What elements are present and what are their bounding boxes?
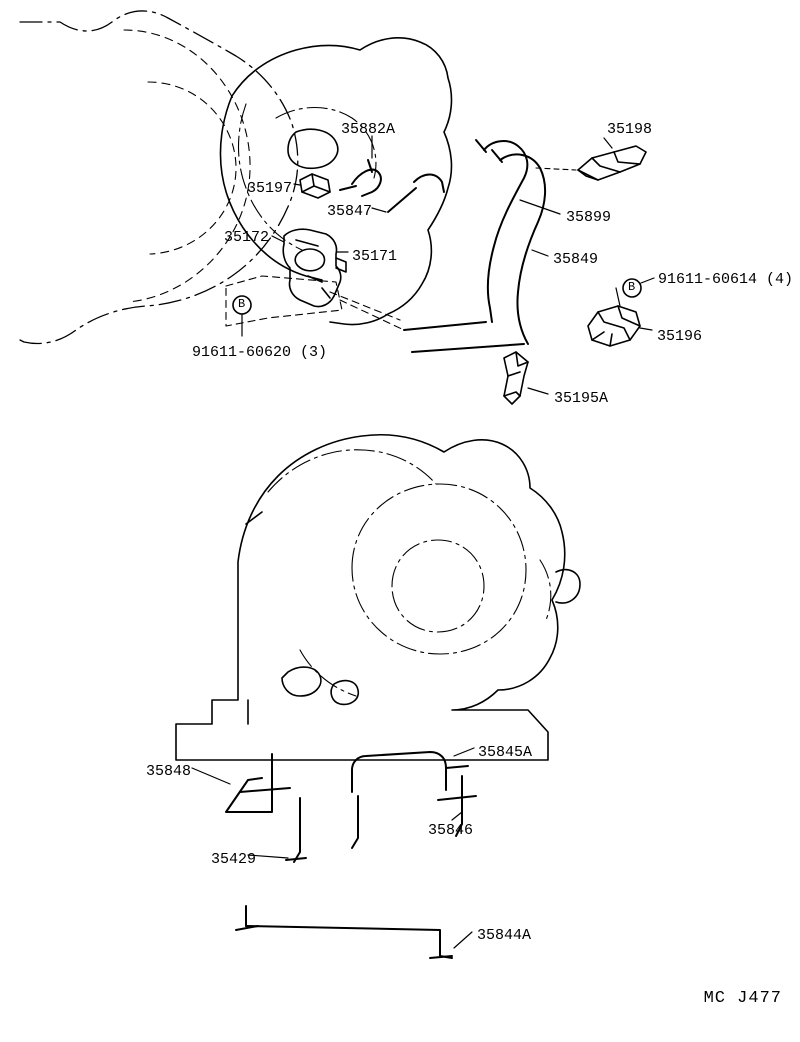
lower-transmission-case-outline — [176, 435, 580, 760]
leader-35195A — [528, 388, 548, 394]
part-35198-clamp — [578, 146, 646, 180]
part-35845A-tube — [352, 752, 468, 792]
part-label-35198: 35198 — [607, 121, 653, 138]
part-35847-tube — [388, 175, 444, 213]
leader-35844A — [454, 932, 472, 948]
part-label-35172: 35172 — [224, 229, 270, 246]
leader-35845A — [454, 748, 474, 756]
part-label-35848: 35848 — [146, 763, 192, 780]
part-label-35429: 35429 — [211, 851, 257, 868]
part-35882A-hose — [340, 160, 381, 196]
leader-35198-dashed — [536, 168, 576, 170]
part-label-91611-60614: 91611-60614 (4) — [658, 271, 794, 288]
leader-35198 — [604, 138, 612, 148]
bell-housing-inner-circles — [124, 30, 250, 302]
part-label-35195A: 35195A — [554, 390, 609, 407]
part-label-91611-60620: 91611-60620 (3) — [192, 344, 328, 361]
part-35848-tube — [226, 754, 290, 812]
leader-35899 — [520, 200, 560, 214]
leader-35847 — [372, 208, 386, 212]
part-35197-bracket — [300, 174, 330, 198]
leader-bolt-35196 — [616, 288, 620, 306]
part-35899-tube — [404, 140, 527, 330]
part-label-35844A: 35844A — [477, 927, 532, 944]
part-label-35849: 35849 — [553, 251, 599, 268]
part-label-35171: 35171 — [352, 248, 398, 265]
leader-35848 — [192, 768, 230, 784]
part-label-35882A: 35882A — [341, 121, 396, 138]
part-35196-clamp — [588, 306, 640, 346]
part-35429-tube — [286, 796, 358, 862]
part-label-35846: 35846 — [428, 822, 474, 839]
part-35195A-bracket — [504, 352, 528, 404]
part-label-35899: 35899 — [566, 209, 612, 226]
upper-housing-phantom-outline — [20, 11, 298, 344]
leader-35196 — [640, 328, 652, 330]
part-35844A-tube — [236, 906, 452, 958]
bolt-marker-letter-left: B — [238, 297, 246, 311]
upper-assembly-guides — [226, 276, 404, 330]
bolt-marker-letter-right: B — [628, 280, 636, 294]
leader-35172 — [272, 236, 284, 242]
part-label-35197: 35197 — [247, 180, 293, 197]
leader-91611-60614 — [641, 278, 654, 283]
leader-35846 — [452, 812, 462, 820]
part-label-35196: 35196 — [657, 328, 703, 345]
diagram-footer-code: MC J477 — [703, 989, 782, 1008]
leader-35849 — [532, 250, 548, 256]
part-label-35845A: 35845A — [478, 744, 533, 761]
part-label-35847: 35847 — [327, 203, 373, 220]
